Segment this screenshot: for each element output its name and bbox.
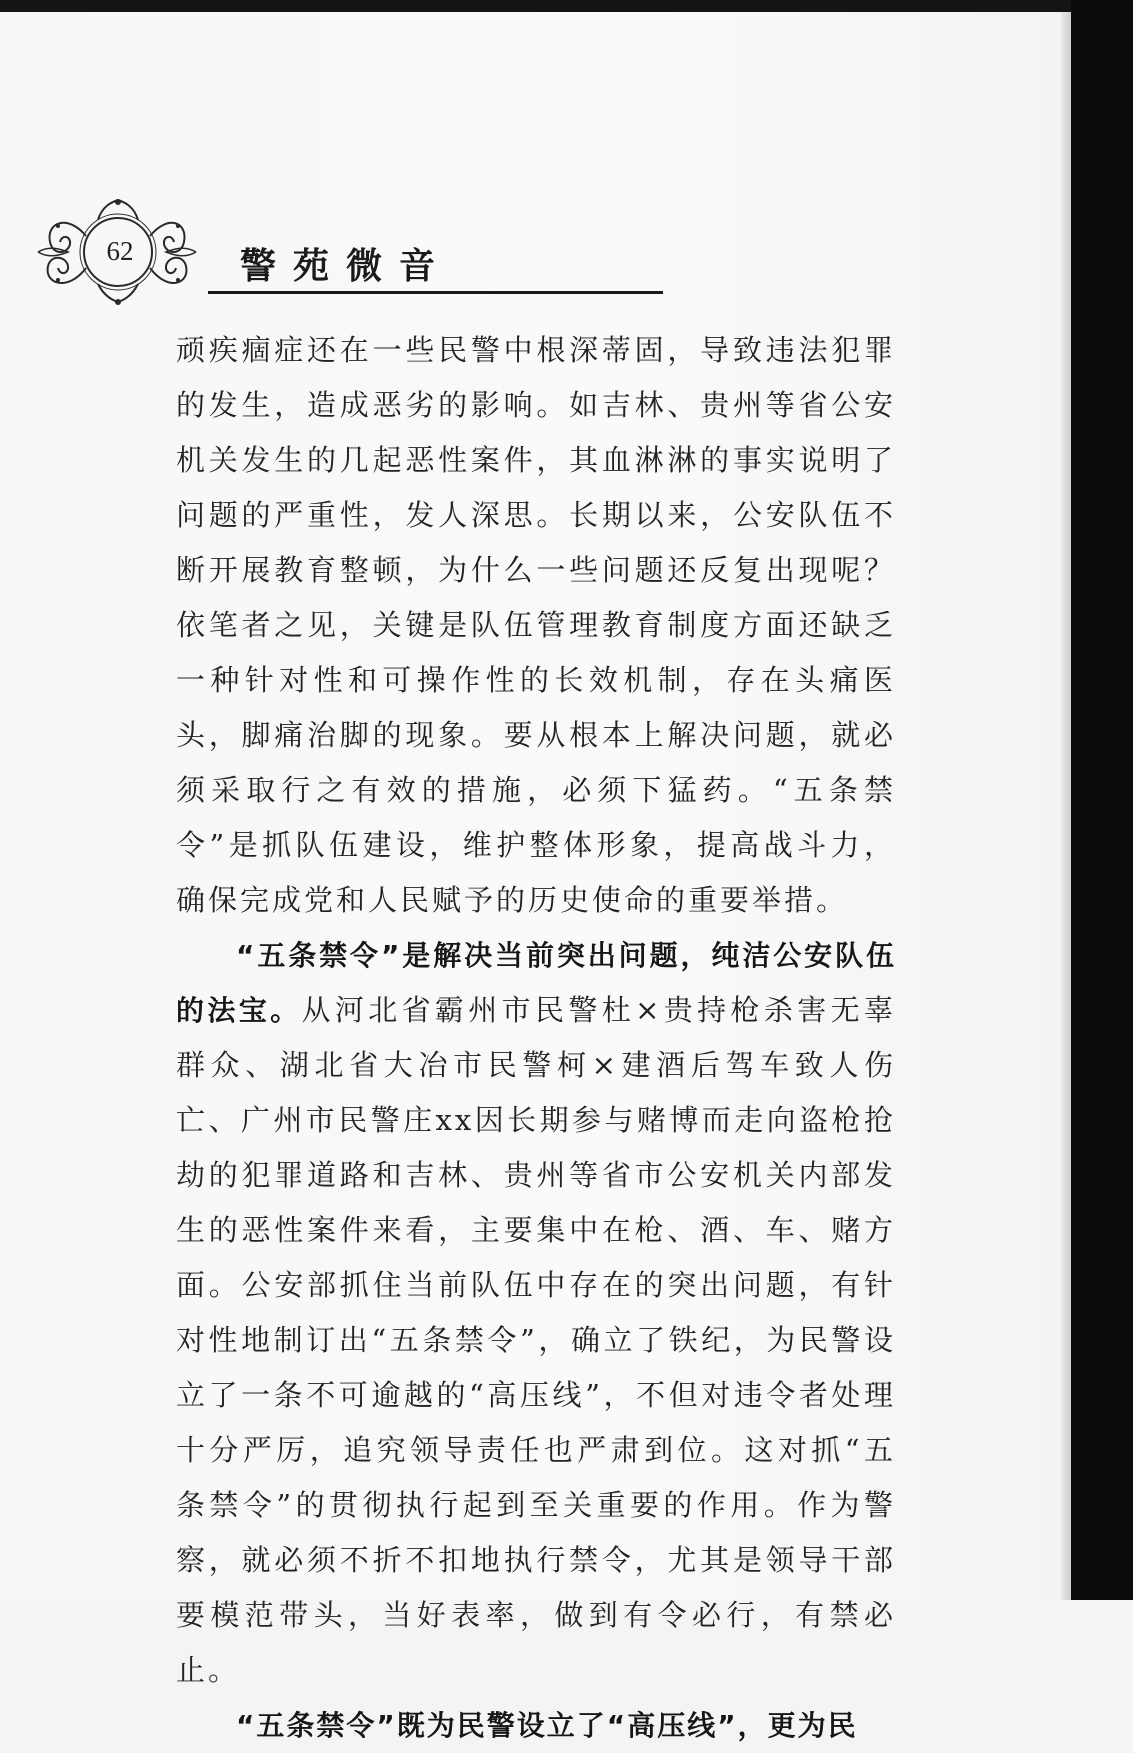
paragraph-text: 顽疾痼症还在一些民警中根深蒂固，导致违法犯罪的发生，造成恶劣的影响。如吉林、贵州等省公安机关发生的几起恶性案件，其血淋淋的事实说明了问题的严重性，发人深思。长期以来，公安队伍不断开展教育整顿，为什么一些问题还反复出现呢？依笔者之见，关键是队伍管理教育制度方面还缺乏一种针对性和可操作性的长效机制，存在头痛医头，脚痛治脚的现象。要从根本上解决问题，就必须采取行之有效的措施，必须下猛药。“五条禁令”是抓队伍建设，维护整体形象，提高战斗力，确保完成党和人民赋予的历史使命的重要举措。 — [176, 333, 896, 917]
paragraph — [176, 323, 896, 928]
body-text — [176, 323, 896, 1753]
scan-border-right — [1071, 0, 1133, 1600]
paragraph — [176, 1698, 896, 1753]
running-title: 警苑微音 — [240, 246, 453, 287]
page-number: 62 — [106, 236, 134, 266]
header-rule — [208, 291, 663, 294]
scan-border-top — [0, 0, 1133, 12]
page-edge-shadow — [1061, 12, 1071, 1600]
paragraph-lead-sentence: “五条禁令”是解决当前突出问题，纯洁公安队伍的法宝。 — [176, 939, 896, 1027]
paragraph — [176, 928, 896, 1698]
paragraph-lead-sentence: “五条禁令”既为民警设立了“高压线”，更为民 — [236, 1709, 858, 1742]
paragraph-text: 从河北省霸州市民警杜×贵持枪杀害无辜群众、湖北省大冶市民警柯×建酒后驾车致人伤亡、广州市民警庄xx因长期参与赌博而走向盗枪抢劫的犯罪道路和吉林、贵州等省市公安机关内部发生的恶性案件来看，主要集中在枪、酒、车、赌方面。公安部抓住当前队伍中存在的突出问题，有针对性地制订出“五条禁令”，确立了铁纪，为民警设立了一条不可逾越的“高压线”，不但对违令者处理十分严厉，追究领导责任也严肃到位。这对抓“五条禁令”的贯彻执行起到至关重要的作用。作为警察，就必须不折不扣地执行禁令，尤其是领导干部要模范带头，当好表率，做到有令必行，有禁必止。 — [176, 993, 896, 1687]
